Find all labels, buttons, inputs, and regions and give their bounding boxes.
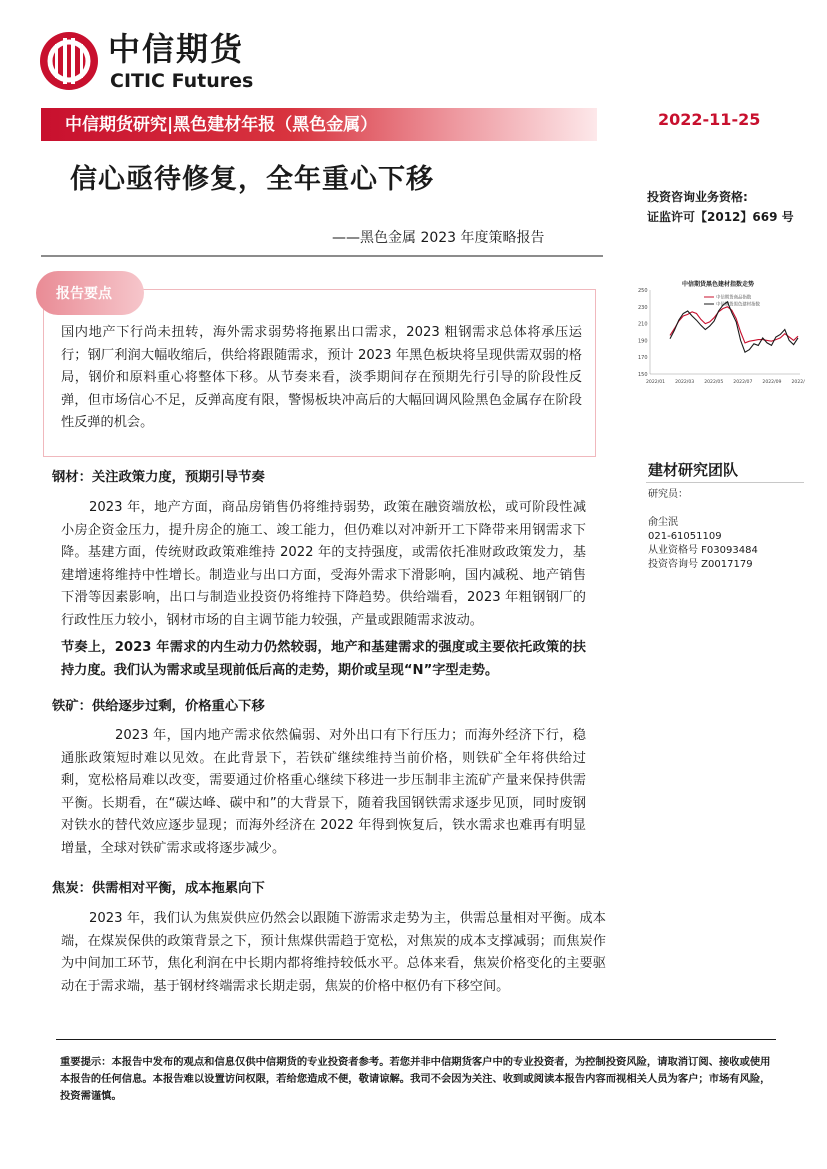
analyst-name: 俞尘泯 bbox=[648, 517, 678, 528]
x-tick-label: 2022/07 bbox=[733, 380, 753, 385]
report-banner-title: 中信期货研究|黑色建材年报（黑色金属） bbox=[65, 115, 378, 135]
x-tick-label: 2022/03 bbox=[675, 380, 695, 385]
legend-label: 中信期货商品指数 bbox=[716, 295, 752, 301]
report-date: 2022-11-25 bbox=[658, 110, 761, 129]
disclaimer-text: 重要提示：本报告中发布的观点和信息仅供中信期货的专业投资者参考。若您并非中信期货客户中的专业投资者，为控制投资风险，请取消订阅、接收或使用本报告的任何信息。本报告难以设置访问权限，若给您造成不便，敬请谅解。我司不会因为关注、收到或阅读本报告内容而视相关人员为客户；市场有风险，投资需谨慎。 bbox=[60, 1056, 771, 1102]
y-tick-label: 210 bbox=[638, 321, 648, 328]
page-subtitle: ——黑色金属 2023 年度策略报告 bbox=[332, 230, 545, 246]
chart-y-axis bbox=[638, 288, 800, 378]
logo-english-name: CITIC Futures bbox=[110, 70, 254, 92]
section-para-iron: 2023 年，国内地产需求依然偏弱、对外出口有下行压力；而海外经济下行，稳通胀政策短时难以见效。在此背景下，若铁矿继续维持当前价格，则铁矿全年将供给过剩，宽松格局难以改变，需要通过价格重心继续下移进一步压制非主流矿产量来保持供需平衡。长期看，在“碳达峰、碳中和”的大背景下，随着我国钢铁需求逐步见顶，同时废钢对铁水的替代效应逐步显现；而海外经济在 2022 年得到恢复后，铁水需求也难再有明显增量，全球对铁矿需求或将逐步减少。 bbox=[61, 728, 586, 856]
legend-label: 中信期货黑色建材指数 bbox=[716, 302, 760, 308]
index-trend-chart bbox=[622, 270, 807, 390]
analyst-cert-consulting: 投资咨询号 Z0017179 bbox=[648, 559, 753, 570]
series-line bbox=[670, 302, 798, 352]
section-heading-iron: 铁矿：供给逐步过剩，价格重心下移 bbox=[52, 699, 265, 714]
x-tick-label: 2022/01 bbox=[646, 380, 666, 385]
y-tick-label: 150 bbox=[638, 372, 648, 378]
section-bold-steel: 节奏上，2023 年需求的内生动力仍然较弱，地产和基建需求的强度或主要依托政策的扶持力度。我们认为需求或呈现前低后高的走势，期价或呈现“N”字型走势。 bbox=[61, 640, 586, 678]
section-para-coke: 2023 年，我们认为焦炭供应仍然会以跟随下游需求走势为主，供需总量相对平衡。成本端，在煤炭保供的政策背景之下，预计焦煤供需趋于宽松，对焦炭的成本支撑减弱；而焦炭作为中间加工环节，焦化利润在中长期内都将维持较低水平。总体来看，焦炭价格变化的主要驱动在于需求端，基于钢材终端需求长期走弱，焦炭的价格中枢仍有下移空间。 bbox=[61, 911, 606, 994]
citic-logo-icon bbox=[38, 30, 100, 92]
section-para-steel: 2023 年，地产方面，商品房销售仍将维持弱势，政策在融资端放松，或可阶段性减小房企资金压力，提升房企的施工、竣工能力，但仍难以对冲新开工下降带来用钢需求下降。基建方面，传统财政政策难维持 2022 年的支持强度，或需依托准财政政策发力，基建增速将维持中性增长。制造业与出口方面，受海外需求下滑影响，国内减税、地产销售下滑等因素影响，出口与制造业投资仍将维持下降趋势。供给端看，2023 年粗钢钢厂的行政性压力较小，钢材市场的自主调节能力较强，产量或跟随需求波动。 bbox=[61, 500, 586, 628]
chart-legend bbox=[704, 294, 761, 308]
team-subheading: 研究员： bbox=[648, 489, 688, 500]
chart-title: 中信期货黑色建材指数走势 bbox=[682, 281, 755, 288]
chart-x-axis bbox=[646, 379, 805, 385]
section-heading-coke: 焦炭：供需相对平衡，成本拖累向下 bbox=[52, 881, 265, 896]
y-tick-label: 190 bbox=[638, 338, 648, 345]
chart-series bbox=[670, 302, 798, 352]
analyst-cert-practice: 从业资格号 F03093484 bbox=[648, 545, 758, 556]
x-tick-label: 2022/05 bbox=[704, 380, 724, 385]
license-label: 投资咨询业务资格: bbox=[647, 190, 748, 204]
x-tick-label: 2022/09 bbox=[762, 380, 782, 385]
footer-divider bbox=[56, 1039, 776, 1040]
logo-chinese-name: 中信期货 bbox=[108, 30, 245, 68]
summary-text: 国内地产下行尚未扭转，海外需求弱势将拖累出口需求，2023 粗钢需求总体将承压运行；钢厂利润大幅收缩后，供给将跟随需求，预计 2023 年黑色板块将呈现供需双弱的格局，钢价和原料重心将整体下移。从节奏来看，淡季期间存在预期先行引导的阶段性反弹，但市场信心不足，反弹高度有限，警惕板块冲高后的大幅回调风险黑色金属存在阶段性反弹的机会。 bbox=[61, 325, 582, 430]
analyst-phone: 021-61051109 bbox=[648, 531, 722, 542]
y-tick-label: 250 bbox=[638, 288, 648, 294]
page-title: 信心亟待修复，全年重心下移 bbox=[70, 164, 434, 195]
y-tick-label: 170 bbox=[638, 355, 648, 362]
y-tick-label: 230 bbox=[638, 304, 648, 311]
license-value: 证监许可【2012】669 号 bbox=[647, 210, 794, 224]
x-tick-label: 2022/ bbox=[791, 380, 805, 385]
team-heading: 建材研究团队 bbox=[648, 461, 739, 479]
section-heading-steel: 钢材：关注政策力度，预期引导节奏 bbox=[52, 470, 265, 485]
title-divider bbox=[41, 255, 603, 257]
team-divider bbox=[646, 482, 804, 483]
summary-tab-label: 报告要点 bbox=[56, 286, 112, 302]
